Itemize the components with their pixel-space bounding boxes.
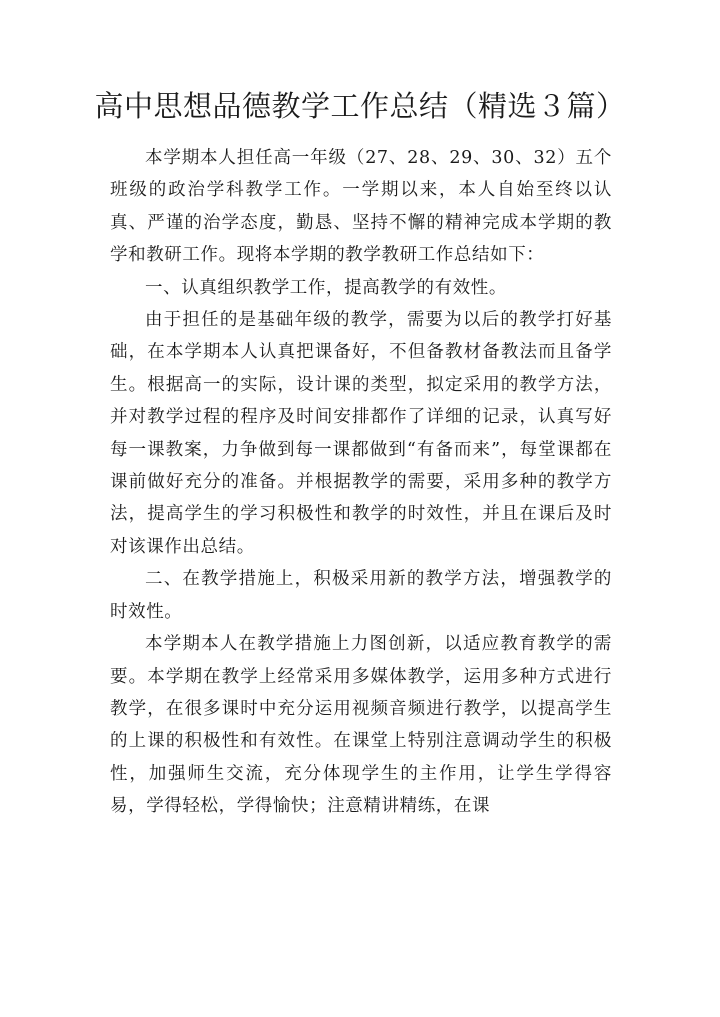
paragraph-section-1: 由于担任的是基础年级的教学，需要为以后的教学打好基础，在本学期本人认真把课备好，不但备教材备教法而且备学生。根据高一的实际，设计课的类型，拟定采用的教学方法，并对教学过程的程序及时间安排都作了详细的记录，认真写好每一课教案，力争做到每一课都做到“有备而来”，每堂课都在课前做好充分的准备。并根据教学的需要，采用多种的教学方法，提高学生的学习积极性和教学的时效性，并且在课后及时对该课作出总结。 — [110, 310, 612, 557]
document-title: 高中思想品德教学工作总结（精选３篇） — [94, 89, 626, 123]
paragraph-heading-2: 二、在教学措施上，积极采用新的教学方法，增强教学的时效性。 — [110, 569, 612, 622]
paragraph-section-2: 本学期本人在教学措施上力图创新，以适应教育教学的需要。本学期在教学上经常采用多媒体教学，运用多种方式进行教学，在很多课时中充分运用视频音频进行教学，以提高学生的上课的积极性和有效性。在课堂上特别注意调动学生的积极性，加强师生交流，充分体现学生的主作用，让学生学得容易，学得轻松，学得愉快；注意精讲精练，在课 — [110, 634, 612, 817]
document-body — [110, 142, 612, 823]
paragraph-heading-1: 一、认真组织教学工作，提高教学的有效性。 — [145, 277, 507, 298]
paragraph-intro: 本学期本人担任高一年级（27、28、29、30、32）五个班级的政治学科教学工作。一学期以来，本人自始至终以认真、严谨的治学态度，勤恳、坚持不懈的精神完成本学期的教学和教研工作。现将本学期的教学教研工作总结如下： — [110, 148, 612, 266]
